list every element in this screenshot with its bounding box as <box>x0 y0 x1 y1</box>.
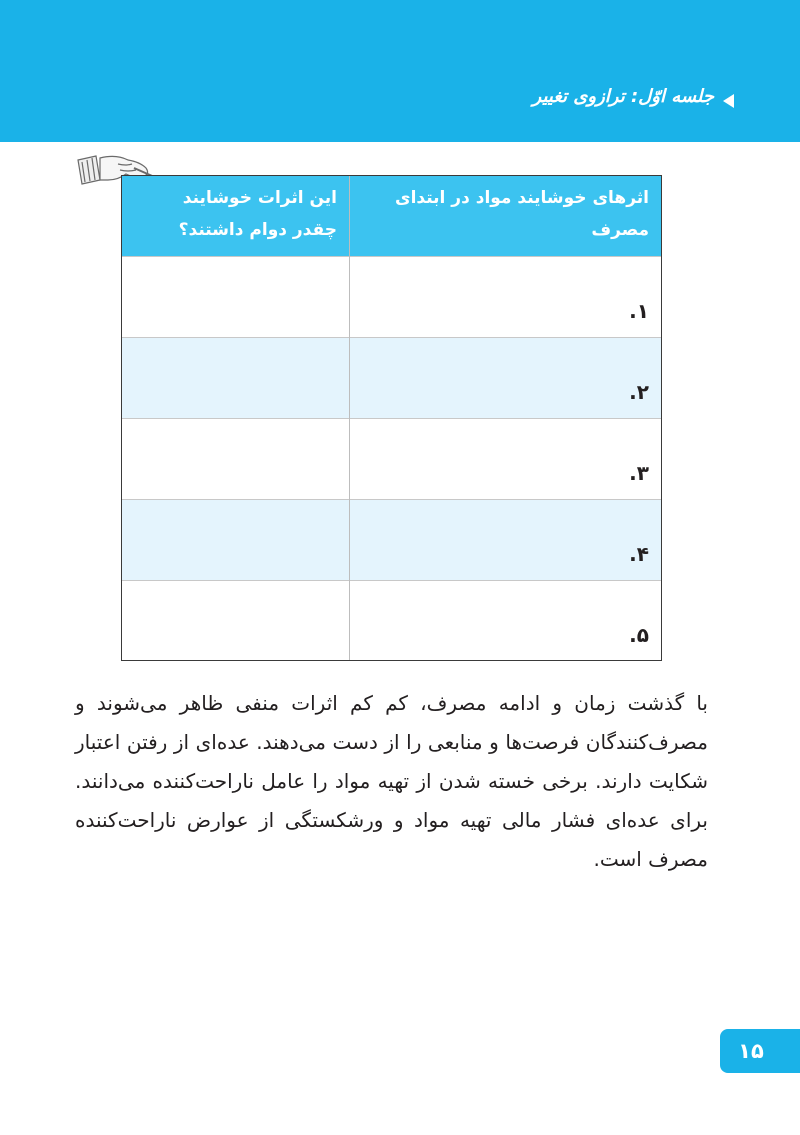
body-paragraph: با گذشت زمان و ادامه مصرف، کم کم اثرات منفی ظاهر می‌شوند و مصرف‌کنندگان فرصت‌ها و منابعی را از دست می‌دهند. عده‌ای از رفتن اعتبار شکایت دارند. برخی خسته شدن از تهیه مواد را عامل ناراحت‌کننده می‌دانند. برای عده‌ای فشار مالی تهیه مواد و ورشکستگی از عوارض ناراحت‌کننده مصرف است. <box>75 691 708 871</box>
row-number: ۵. <box>629 623 649 647</box>
table-row <box>122 499 661 580</box>
header-effects-duration: این اثرات خوشایند چقدر دوام داشتند؟ <box>178 188 337 240</box>
section-title: جلسه اوّل: ترازوی تغییر <box>532 86 714 107</box>
header-band <box>0 0 800 142</box>
page-number-tab <box>720 1029 800 1073</box>
page-number: ۱۵ <box>738 1039 764 1063</box>
header-pleasant-effects: اثرهای خوشایند مواد در ابتدای مصرف <box>395 188 649 240</box>
effects-table <box>121 175 662 661</box>
triangle-left-icon <box>723 94 734 108</box>
table-row <box>122 337 661 418</box>
table-header-row <box>122 176 661 256</box>
column-divider <box>349 176 350 660</box>
row-number: ۳. <box>629 461 649 485</box>
row-number: ۱. <box>629 299 649 323</box>
table-row <box>122 418 661 499</box>
table-row <box>122 256 661 337</box>
row-number: ۴. <box>629 542 649 566</box>
row-number: ۲. <box>629 380 649 404</box>
table-row <box>122 580 661 661</box>
